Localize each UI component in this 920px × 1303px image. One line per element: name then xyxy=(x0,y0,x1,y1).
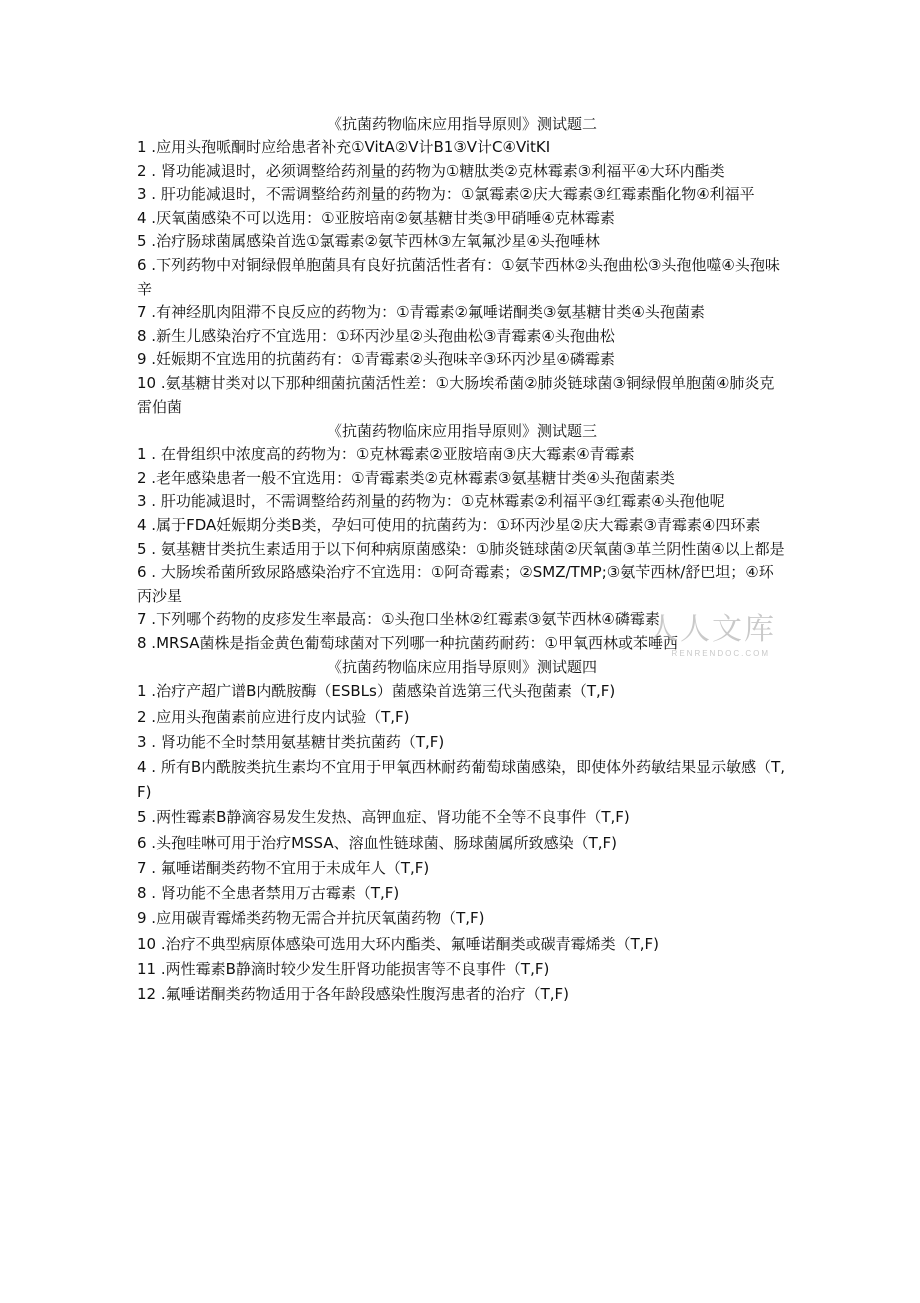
question: 8 .新生儿感染治疗不宜选用：①环丙沙星②头孢曲松③青霉素④头孢曲松 xyxy=(137,326,615,345)
section-title-2: 《抗菌药物临床应用指导原则》测试题二 xyxy=(326,115,597,133)
question: 4 .厌氧菌感染不可以选用：①亚胺培南②氨基糖甘类③甲硝唾④克林霉素 xyxy=(137,208,615,227)
question: 3 . 肝功能减退时，不需调整给药剂量的药物为：①氯霉素②庆大霉素③红霉素酯化物④利福平 xyxy=(137,185,755,204)
question: 8 . 肾功能不全患者禁用万古霉素（T,F) xyxy=(137,884,400,903)
question: 2 .应用头孢菌素前应进行皮内试验（T,F) xyxy=(137,707,410,726)
question: 9 .应用碳青霉烯类药物无需合并抗厌氧菌药物（T,F) xyxy=(137,909,485,928)
section-title-3: 《抗菌药物临床应用指导原则》测试题三 xyxy=(326,422,597,441)
question: 5 .两性霉素B静滴容易发生发热、高钾血症、肾功能不全等不良事件（T,F) xyxy=(137,808,630,827)
question: 9 .妊娠期不宜选用的抗菌药有：①青霉素②头孢味辛③环丙沙星④磷霉素 xyxy=(137,350,615,369)
question: 11 .两性霉素B静滴时较少发生肝肾功能损害等不良事件（T,F) xyxy=(137,959,550,978)
question: 4 . 所有B内酰胺类抗生素均不宜用于甲氧西林耐药葡萄球菌感染，即使体外药敏结果显示敏感（T,F) xyxy=(137,758,786,802)
watermark-text: 人人文库 xyxy=(648,612,776,647)
question: 3 . 肝功能减退时，不需调整给药剂量的药物为：①克林霉素②利福平③红霉素④头孢他呢 xyxy=(137,492,725,511)
question: 12 .氟唾诺酮类药物适用于各年龄段感染性腹泻患者的治疗（T,F) xyxy=(137,984,570,1003)
question: 6 . 大肠埃希菌所致尿路感染治疗不宜选用：①阿奇霉素；②SMZ/TMP;③氨苄西林/舒巴坦；④环丙沙星 xyxy=(137,563,774,605)
question: 7 . 氟唾诺酮类药物不宜用于未成年人（T,F) xyxy=(137,858,430,877)
section-title-4: 《抗菌药物临床应用指导原则》测试题四 xyxy=(326,658,597,677)
watermark-url: RENRENDOC.COM xyxy=(671,649,770,658)
question: 10 .氨基糖甘类对以下那种细菌抗菌活性差：①大肠埃希菌②肺炎链球菌③铜绿假单胞菌④肺炎克雷伯菌 xyxy=(137,373,775,416)
question: 6 .头孢哇啉可用于治疗MSSA、溶血性链球菌、肠球菌属所致感染（T,F) xyxy=(137,833,618,852)
document-body xyxy=(137,112,787,1007)
question: 7 .有神经肌肉阻滞不良反应的药物为：①青霉素②氟唾诺酮类③氨基糖甘类④头孢菌素 xyxy=(137,303,705,322)
question: 2 .老年感染患者一般不宜选用：①青霉素类②克林霉素③氨基糖甘类④头孢菌素类 xyxy=(137,468,675,487)
question: 2 . 肾功能减退时，必须调整给药剂量的药物为①糖肽类②克林霉素③利福平④大环内酯类 xyxy=(137,161,725,180)
question: 1 .治疗产超广谱B内酰胺酶（ESBLs）菌感染首选第三代头孢菌素（T,F) xyxy=(137,682,616,701)
question: 1 .应用头孢哌酮时应给患者补充①VitA②V计B1③V计C④VitKI xyxy=(137,138,551,156)
question: 4 .属于FDA妊娠期分类B类，孕妇可使用的抗菌药为：①环丙沙星②庆大霉素③青霉素④四环素 xyxy=(137,515,761,534)
question: 10 .治疗不典型病原体感染可选用大环内酯类、氟唾诺酮类或碳青霉烯类（T,F) xyxy=(137,934,660,953)
question: 6 .下列药物中对铜绿假单胞菌具有良好抗菌活性者有：①氨苄西林②头孢曲松③头孢他噬④头孢味辛 xyxy=(137,255,780,298)
question: 8 .MRSA菌株是指金黄色葡萄球菌对下列哪一种抗菌药耐药：①甲氧西林或苯唾西 xyxy=(137,633,678,652)
question: 3 . 肾功能不全时禁用氨基糖甘类抗菌药（T,F) xyxy=(137,732,445,751)
question: 7 .下列哪个药物的皮疹发生率最高：①头孢口坐林②红霉素③氨苄西林④磷霉素 xyxy=(137,610,660,629)
question: 5 .治疗肠球菌属感染首选①氯霉素②氨苄西林③左氧氟沙星④头孢唾林 xyxy=(137,232,600,251)
question: 5 . 氨基糖甘类抗生素适用于以下何种病原菌感染：①肺炎链球菌②厌氧菌③革兰阴性菌④以上都是 xyxy=(137,539,785,558)
question: 1 . 在骨组织中浓度高的药物为：①克林霉素②亚胺培南③庆大霉素④青霉素 xyxy=(137,445,635,464)
